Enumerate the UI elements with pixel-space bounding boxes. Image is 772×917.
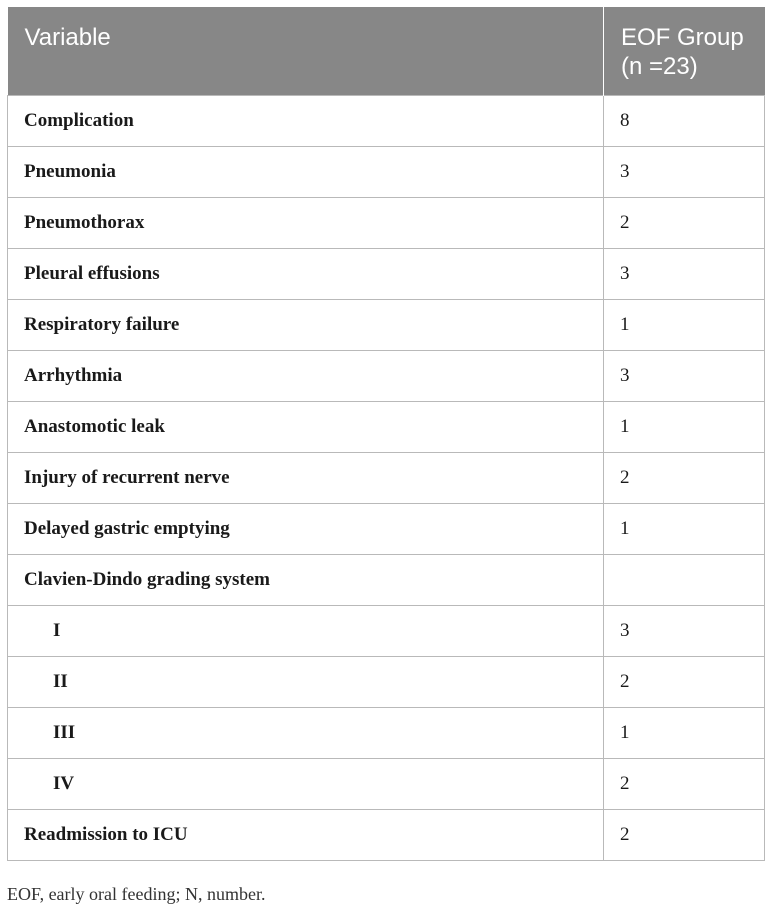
row-label: Complication xyxy=(8,96,604,147)
row-label: I xyxy=(8,606,604,657)
row-label: Pleural effusions xyxy=(8,249,604,300)
row-label: Clavien-Dindo grading system xyxy=(8,555,604,606)
row-value: 3 xyxy=(604,606,765,657)
row-value: 2 xyxy=(604,759,765,810)
row-label: Arrhythmia xyxy=(8,351,604,402)
row-label: III xyxy=(8,708,604,759)
table-row xyxy=(8,708,765,759)
row-label: Injury of recurrent nerve xyxy=(8,453,604,504)
table-row xyxy=(8,504,765,555)
table-row xyxy=(8,606,765,657)
row-value: 1 xyxy=(604,708,765,759)
table-row xyxy=(8,147,765,198)
table-row xyxy=(8,810,765,861)
row-label: Readmission to ICU xyxy=(8,810,604,861)
row-value: 1 xyxy=(604,300,765,351)
header-eof-group: EOF Group (n =23) xyxy=(604,7,765,96)
table-row xyxy=(8,555,765,606)
table-body xyxy=(8,96,765,861)
row-value: 3 xyxy=(604,351,765,402)
table-row xyxy=(8,351,765,402)
table-row xyxy=(8,96,765,147)
row-label: IV xyxy=(8,759,604,810)
table-row xyxy=(8,249,765,300)
table-row xyxy=(8,402,765,453)
table-row xyxy=(8,453,765,504)
header-row xyxy=(8,7,765,96)
row-value: 2 xyxy=(604,453,765,504)
row-value: 3 xyxy=(604,147,765,198)
row-value: 1 xyxy=(604,402,765,453)
row-label: Anastomotic leak xyxy=(8,402,604,453)
table-row xyxy=(8,300,765,351)
row-label: II xyxy=(8,657,604,708)
row-value: 3 xyxy=(604,249,765,300)
row-label: Delayed gastric emptying xyxy=(8,504,604,555)
complications-table-container xyxy=(7,7,764,861)
row-value xyxy=(604,555,765,606)
row-value: 8 xyxy=(604,96,765,147)
row-value: 1 xyxy=(604,504,765,555)
row-value: 2 xyxy=(604,810,765,861)
table-footnote: EOF, early oral feeding; N, number. xyxy=(7,884,266,904)
header-variable: Variable xyxy=(8,7,604,96)
row-value: 2 xyxy=(604,198,765,249)
complications-table xyxy=(7,7,765,861)
table-row xyxy=(8,759,765,810)
row-label: Pneumothorax xyxy=(8,198,604,249)
table-header xyxy=(8,7,765,96)
row-value: 2 xyxy=(604,657,765,708)
row-label: Respiratory failure xyxy=(8,300,604,351)
row-label: Pneumonia xyxy=(8,147,604,198)
table-row xyxy=(8,198,765,249)
table-row xyxy=(8,657,765,708)
